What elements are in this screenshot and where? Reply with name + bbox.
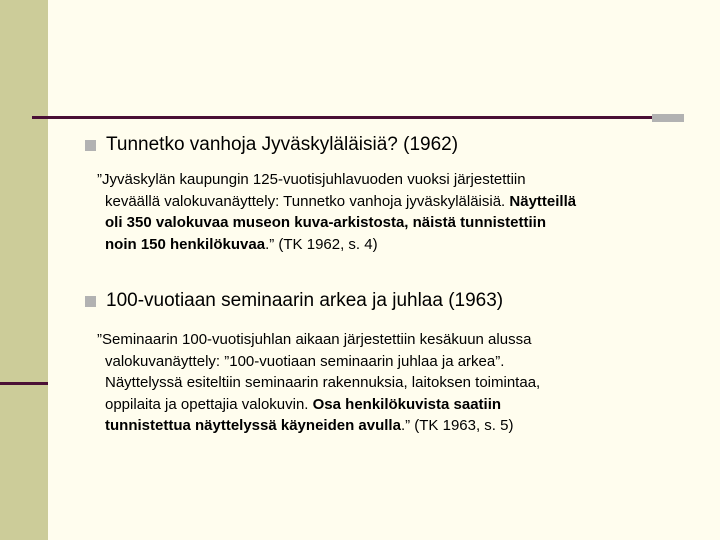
- quote-text: Näyttelyssä esiteltiin seminaarin rakennuksia, laitoksen toimintaa,: [105, 374, 541, 391]
- bullet-square-icon: [85, 296, 96, 307]
- item-1-quote: [97, 169, 576, 255]
- quote-text: oppilaita ja opettajia valokuvin.: [105, 395, 313, 413]
- quote-text: .” (TK 1962, s. 4): [265, 235, 378, 253]
- quote-text: keväällä valokuvanäyttely: Tunnetko vanhoja jyväskyläläisiä.: [105, 192, 510, 210]
- item-2-heading: 100-vuotiaan seminaarin arkea ja juhlaa (1963): [106, 290, 504, 311]
- quote-bold-text: noin 150 henkilökuvaa: [105, 235, 266, 253]
- quote-line: [97, 351, 540, 373]
- quote-text: .” (TK 1963, s. 5): [400, 417, 514, 434]
- title-divider-end-block: [652, 114, 684, 122]
- quote-text: ”Seminaarin 100-vuotisjuhlan aikaan järjestettiin kesäkuun alussa: [97, 331, 532, 348]
- quote-text: valokuvanäyttely: ”100-vuotiaan seminaarin juhlaa ja arkea”.: [105, 352, 505, 370]
- quote-bold-text: Osa henkilökuvista saatiin: [312, 395, 502, 413]
- quote-line: [97, 394, 540, 416]
- quote-bold-text: Näytteillä: [509, 192, 577, 210]
- title-divider-line: [32, 116, 652, 119]
- quote-text: ”Jyväskylän kaupungin 125-vuotisjuhlavuoden vuoksi järjestettiin: [97, 171, 526, 188]
- quote-line: [97, 329, 540, 351]
- quote-line: [97, 169, 576, 191]
- slide-side-bar: [0, 0, 48, 540]
- quote-line: [97, 234, 576, 256]
- quote-line: [97, 212, 576, 234]
- item-2-quote: [97, 329, 540, 437]
- quote-line: [97, 415, 540, 437]
- quote-bold-text: oli 350 valokuvaa museon kuva-arkistosta, näistä tunnistettiin: [105, 214, 546, 231]
- quote-line: [97, 191, 576, 213]
- quote-bold-text: tunnistettua näyttelyssä käyneiden avulla: [105, 417, 401, 434]
- side-bar-accent-line: [0, 382, 48, 385]
- bullet-square-icon: [85, 140, 96, 151]
- item-1-heading: Tunnetko vanhoja Jyväskyläläisiä? (1962): [106, 134, 459, 155]
- quote-line: [97, 372, 540, 394]
